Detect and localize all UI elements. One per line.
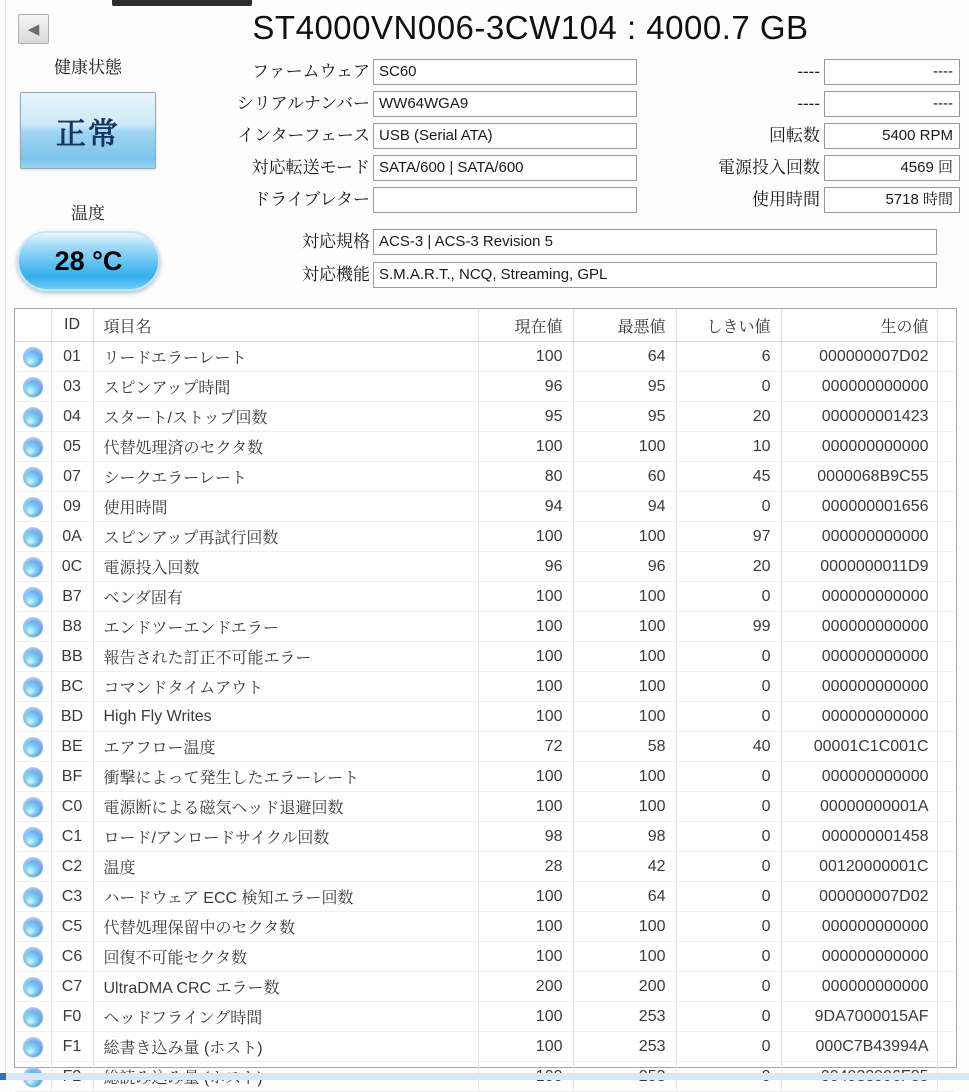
row-spacer bbox=[937, 882, 954, 912]
attr-name: ロード/アンロードサイクル回数 bbox=[93, 822, 478, 852]
attr-current: 28 bbox=[478, 852, 573, 882]
attr-name: 総書き込み量 (ホスト) bbox=[93, 1032, 478, 1062]
attr-current: 80 bbox=[478, 462, 573, 492]
status-indicator-icon bbox=[23, 737, 43, 757]
smart-attribute-row[interactable] bbox=[15, 882, 954, 912]
smart-attribute-row[interactable] bbox=[15, 552, 954, 582]
attr-id: 0A bbox=[51, 522, 93, 552]
attr-id: C5 bbox=[51, 912, 93, 942]
stat-field-label: 使用時間 bbox=[752, 190, 820, 209]
attr-current: 100 bbox=[478, 672, 573, 702]
attr-threshold: 0 bbox=[676, 942, 781, 972]
info-field-label: 対応転送モード bbox=[251, 158, 370, 177]
attr-threshold: 0 bbox=[676, 702, 781, 732]
attr-raw-value: 000000000000 bbox=[781, 672, 937, 702]
status-indicator-icon bbox=[23, 557, 43, 577]
status-indicator-icon bbox=[23, 587, 43, 607]
attr-threshold: 0 bbox=[676, 372, 781, 402]
column-status-spacer bbox=[15, 309, 51, 342]
attr-name: 代替処理保留中のセクタ数 bbox=[93, 912, 478, 942]
attr-id: F0 bbox=[51, 1002, 93, 1032]
info-field-value: SATA/600 | SATA/600 bbox=[373, 155, 637, 181]
status-cell bbox=[15, 402, 51, 432]
attr-raw-value: 000000000000 bbox=[781, 642, 937, 672]
status-indicator-icon bbox=[23, 497, 43, 517]
attr-current: 95 bbox=[478, 402, 573, 432]
row-spacer bbox=[937, 792, 954, 822]
status-indicator-icon bbox=[23, 467, 43, 487]
smart-attribute-row[interactable] bbox=[15, 822, 954, 852]
attr-worst: 253 bbox=[573, 1002, 676, 1032]
status-indicator-icon bbox=[23, 377, 43, 397]
smart-attribute-row[interactable] bbox=[15, 852, 954, 882]
smart-table-header-row bbox=[15, 309, 954, 342]
column-header-3: 最悪値 bbox=[573, 309, 676, 342]
attr-raw-value: 00120000001C bbox=[781, 852, 937, 882]
attr-raw-value: 000000001423 bbox=[781, 402, 937, 432]
status-cell bbox=[15, 972, 51, 1002]
back-arrow-icon: ◀ bbox=[27, 20, 40, 38]
attr-id: C7 bbox=[51, 972, 93, 1002]
row-spacer bbox=[937, 762, 954, 792]
smart-attribute-row[interactable] bbox=[15, 522, 954, 552]
status-indicator-icon bbox=[23, 407, 43, 427]
attr-name: 使用時間 bbox=[93, 492, 478, 522]
attr-worst: 100 bbox=[573, 522, 676, 552]
status-cell bbox=[15, 852, 51, 882]
top-edge-fragment bbox=[112, 0, 252, 6]
attr-threshold: 0 bbox=[676, 972, 781, 1002]
attr-threshold: 0 bbox=[676, 912, 781, 942]
status-cell bbox=[15, 642, 51, 672]
attr-raw-value: 000000000000 bbox=[781, 702, 937, 732]
attr-id: C6 bbox=[51, 942, 93, 972]
smart-attributes-table bbox=[15, 309, 954, 1092]
column-header-5: 生の値 bbox=[781, 309, 937, 342]
attr-id: 09 bbox=[51, 492, 93, 522]
health-status-label: 健康状態 bbox=[54, 58, 122, 77]
info-field-value: WW64WGA9 bbox=[373, 91, 637, 117]
attr-raw-value: 000000000000 bbox=[781, 582, 937, 612]
row-spacer bbox=[937, 342, 954, 372]
row-spacer bbox=[937, 672, 954, 702]
health-status-value: 正常 bbox=[56, 117, 120, 151]
attr-raw-value: 000000000000 bbox=[781, 612, 937, 642]
attr-raw-value: 000000007D02 bbox=[781, 342, 937, 372]
column-spacer bbox=[937, 309, 954, 342]
status-indicator-icon bbox=[23, 677, 43, 697]
attr-name: 衝撃によって発生したエラーレート bbox=[93, 762, 478, 792]
status-cell bbox=[15, 732, 51, 762]
attr-threshold: 97 bbox=[676, 522, 781, 552]
attr-worst: 100 bbox=[573, 762, 676, 792]
attr-id: 0C bbox=[51, 552, 93, 582]
attr-name: 回復不可能セクタ数 bbox=[93, 942, 478, 972]
attr-worst: 64 bbox=[573, 882, 676, 912]
status-cell bbox=[15, 702, 51, 732]
smart-attribute-row[interactable] bbox=[15, 672, 954, 702]
attr-raw-value: 0000000011D9 bbox=[781, 552, 937, 582]
info-field-label: ファームウェア bbox=[252, 62, 370, 81]
row-spacer bbox=[937, 492, 954, 522]
status-cell bbox=[15, 552, 51, 582]
smart-attribute-row[interactable] bbox=[15, 492, 954, 522]
attr-threshold: 0 bbox=[676, 792, 781, 822]
row-spacer bbox=[937, 942, 954, 972]
info-field-label: インターフェース bbox=[237, 126, 370, 145]
attr-name: High Fly Writes bbox=[93, 702, 478, 732]
attr-name: 代替処理済のセクタ数 bbox=[93, 432, 478, 462]
status-cell bbox=[15, 882, 51, 912]
attr-current: 96 bbox=[478, 372, 573, 402]
info-field-value: SC60 bbox=[373, 59, 637, 85]
status-indicator-icon bbox=[23, 1007, 43, 1027]
attr-name: スピンアップ再試行回数 bbox=[93, 522, 478, 552]
status-cell bbox=[15, 762, 51, 792]
stat-field-value: 4569 回 bbox=[824, 155, 960, 181]
attr-threshold: 20 bbox=[676, 402, 781, 432]
row-spacer bbox=[937, 522, 954, 552]
attr-id: BC bbox=[51, 672, 93, 702]
smart-attribute-row[interactable] bbox=[15, 462, 954, 492]
attr-id: C0 bbox=[51, 792, 93, 822]
info-field-label: 対応機能 bbox=[302, 265, 370, 284]
smart-attribute-row[interactable] bbox=[15, 642, 954, 672]
status-indicator-icon bbox=[23, 647, 43, 667]
attr-name: ベンダ固有 bbox=[93, 582, 478, 612]
status-indicator-icon bbox=[23, 947, 43, 967]
attr-current: 200 bbox=[478, 972, 573, 1002]
attr-worst: 64 bbox=[573, 342, 676, 372]
status-indicator-icon bbox=[23, 617, 43, 637]
attr-raw-value: 000000000000 bbox=[781, 972, 937, 1002]
attr-id: 04 bbox=[51, 402, 93, 432]
smart-attributes-panel bbox=[14, 308, 957, 1068]
info-field-value: S.M.A.R.T., NCQ, Streaming, GPL bbox=[373, 262, 937, 288]
attr-worst: 100 bbox=[573, 912, 676, 942]
attr-current: 100 bbox=[478, 342, 573, 372]
attr-threshold: 0 bbox=[676, 762, 781, 792]
attr-worst: 100 bbox=[573, 612, 676, 642]
info-field-value: ACS-3 | ACS-3 Revision 5 bbox=[373, 229, 937, 255]
smart-attribute-row[interactable] bbox=[15, 1032, 954, 1062]
status-indicator-icon bbox=[23, 1037, 43, 1057]
attr-threshold: 0 bbox=[676, 852, 781, 882]
attr-worst: 253 bbox=[573, 1032, 676, 1062]
info-field-label: ドライブレター bbox=[253, 190, 370, 209]
status-cell bbox=[15, 432, 51, 462]
attr-threshold: 20 bbox=[676, 552, 781, 582]
stat-row-2 bbox=[0, 123, 969, 149]
row-spacer bbox=[937, 462, 954, 492]
temperature-label: 温度 bbox=[71, 204, 105, 223]
attr-raw-value: 000000000000 bbox=[781, 432, 937, 462]
status-cell bbox=[15, 1032, 51, 1062]
stat-field-label: 電源投入回数 bbox=[718, 158, 820, 177]
stat-field-label: 回転数 bbox=[769, 126, 820, 145]
attr-raw-value: 000C7B43994A bbox=[781, 1032, 937, 1062]
attr-worst: 100 bbox=[573, 702, 676, 732]
attr-current: 72 bbox=[478, 732, 573, 762]
stat-row-1 bbox=[0, 91, 969, 117]
attr-current: 100 bbox=[478, 912, 573, 942]
status-cell bbox=[15, 462, 51, 492]
row-spacer bbox=[937, 1032, 954, 1062]
row-spacer bbox=[937, 642, 954, 672]
row-spacer bbox=[937, 702, 954, 732]
attr-raw-value: 000000001656 bbox=[781, 492, 937, 522]
status-indicator-icon bbox=[23, 437, 43, 457]
attr-current: 100 bbox=[478, 582, 573, 612]
smart-attribute-row[interactable] bbox=[15, 792, 954, 822]
status-cell bbox=[15, 822, 51, 852]
status-cell bbox=[15, 492, 51, 522]
attr-id: 05 bbox=[51, 432, 93, 462]
stat-field-value: 5400 RPM bbox=[824, 123, 960, 149]
attr-worst: 42 bbox=[573, 852, 676, 882]
stat-field-value: 5718 時間 bbox=[824, 187, 960, 213]
status-cell bbox=[15, 612, 51, 642]
attr-id: 01 bbox=[51, 342, 93, 372]
row-spacer bbox=[937, 432, 954, 462]
attr-id: C1 bbox=[51, 822, 93, 852]
attr-worst: 95 bbox=[573, 402, 676, 432]
smart-attribute-row[interactable] bbox=[15, 402, 954, 432]
attr-raw-value: 000000000000 bbox=[781, 912, 937, 942]
info-row-対応機能 bbox=[0, 262, 969, 288]
attr-threshold: 10 bbox=[676, 432, 781, 462]
attr-name: リードエラーレート bbox=[93, 342, 478, 372]
temperature-value: 28 °C bbox=[54, 245, 123, 276]
attr-id: B8 bbox=[51, 612, 93, 642]
attr-raw-value: 00000000001A bbox=[781, 792, 937, 822]
status-cell bbox=[15, 1002, 51, 1032]
attr-worst: 100 bbox=[573, 432, 676, 462]
status-indicator-icon bbox=[23, 707, 43, 727]
attr-name: 報告された訂正不可能エラー bbox=[93, 642, 478, 672]
attr-current: 100 bbox=[478, 522, 573, 552]
row-spacer bbox=[937, 402, 954, 432]
attr-current: 100 bbox=[478, 702, 573, 732]
attr-current: 100 bbox=[478, 642, 573, 672]
smart-attribute-row[interactable] bbox=[15, 1002, 954, 1032]
attr-name: UltraDMA CRC エラー数 bbox=[93, 972, 478, 1002]
column-header-1: 項目名 bbox=[93, 309, 478, 342]
smart-attribute-row[interactable] bbox=[15, 372, 954, 402]
attr-worst: 98 bbox=[573, 822, 676, 852]
stat-field-value: ---- bbox=[824, 91, 960, 117]
attr-raw-value: 000000000000 bbox=[781, 522, 937, 552]
attr-threshold: 0 bbox=[676, 672, 781, 702]
back-button[interactable] bbox=[18, 14, 49, 44]
status-indicator-icon bbox=[23, 857, 43, 877]
stat-field-label: ---- bbox=[797, 62, 820, 81]
info-row-対応規格 bbox=[0, 229, 969, 255]
drive-title: ST4000VN006-3CW104 : 4000.7 GB bbox=[252, 9, 809, 46]
column-header-2: 現在値 bbox=[478, 309, 573, 342]
attr-name: エンドツーエンドエラー bbox=[93, 612, 478, 642]
status-indicator-icon bbox=[23, 977, 43, 997]
attr-name: スピンアップ時間 bbox=[93, 372, 478, 402]
status-indicator-icon bbox=[23, 827, 43, 847]
status-cell bbox=[15, 792, 51, 822]
status-cell bbox=[15, 912, 51, 942]
column-header-0: ID bbox=[51, 309, 93, 342]
status-cell bbox=[15, 372, 51, 402]
status-cell bbox=[15, 522, 51, 552]
attr-raw-value: 0000068B9C55 bbox=[781, 462, 937, 492]
status-indicator-icon bbox=[23, 887, 43, 907]
attr-raw-value: 9DA7000015AF bbox=[781, 1002, 937, 1032]
attr-threshold: 0 bbox=[676, 822, 781, 852]
attr-current: 96 bbox=[478, 552, 573, 582]
row-spacer bbox=[937, 612, 954, 642]
attr-current: 100 bbox=[478, 1002, 573, 1032]
attr-name: 電源断による磁気ヘッド退避回数 bbox=[93, 792, 478, 822]
attr-worst: 58 bbox=[573, 732, 676, 762]
attr-worst: 100 bbox=[573, 642, 676, 672]
attr-name: シークエラーレート bbox=[93, 462, 478, 492]
attr-id: BE bbox=[51, 732, 93, 762]
row-spacer bbox=[937, 1002, 954, 1032]
info-field-label: 対応規格 bbox=[302, 232, 370, 251]
attr-threshold: 0 bbox=[676, 1032, 781, 1062]
attr-current: 100 bbox=[478, 792, 573, 822]
stat-field-label: ---- bbox=[797, 94, 820, 113]
row-spacer bbox=[937, 582, 954, 612]
stat-row-0 bbox=[0, 59, 969, 85]
status-indicator-icon bbox=[23, 797, 43, 817]
attr-id: 07 bbox=[51, 462, 93, 492]
attr-name: コマンドタイムアウト bbox=[93, 672, 478, 702]
attr-threshold: 0 bbox=[676, 492, 781, 522]
row-spacer bbox=[937, 732, 954, 762]
smart-attribute-row[interactable] bbox=[15, 432, 954, 462]
attr-id: F1 bbox=[51, 1032, 93, 1062]
attr-threshold: 45 bbox=[676, 462, 781, 492]
attr-worst: 96 bbox=[573, 552, 676, 582]
attr-worst: 100 bbox=[573, 942, 676, 972]
smart-attribute-row[interactable] bbox=[15, 702, 954, 732]
stat-field-value: ---- bbox=[824, 59, 960, 85]
attr-name: 電源投入回数 bbox=[93, 552, 478, 582]
attr-threshold: 0 bbox=[676, 642, 781, 672]
row-spacer bbox=[937, 912, 954, 942]
stat-row-3 bbox=[0, 155, 969, 181]
stat-row-4 bbox=[0, 187, 969, 213]
attr-current: 100 bbox=[478, 762, 573, 792]
attr-raw-value: 00001C1C001C bbox=[781, 732, 937, 762]
row-spacer bbox=[937, 822, 954, 852]
attr-raw-value: 000000000000 bbox=[781, 762, 937, 792]
row-spacer bbox=[937, 372, 954, 402]
attr-current: 94 bbox=[478, 492, 573, 522]
attr-id: BB bbox=[51, 642, 93, 672]
status-cell bbox=[15, 342, 51, 372]
status-indicator-icon bbox=[23, 767, 43, 787]
attr-threshold: 0 bbox=[676, 582, 781, 612]
attr-current: 100 bbox=[478, 612, 573, 642]
attr-name: エアフロー温度 bbox=[93, 732, 478, 762]
attr-raw-value: 000000007D02 bbox=[781, 882, 937, 912]
attr-threshold: 0 bbox=[676, 882, 781, 912]
info-field-label: シリアルナンバー bbox=[236, 94, 370, 113]
row-spacer bbox=[937, 972, 954, 1002]
attr-threshold: 99 bbox=[676, 612, 781, 642]
attr-name: 温度 bbox=[93, 852, 478, 882]
attr-current: 100 bbox=[478, 942, 573, 972]
row-spacer bbox=[937, 852, 954, 882]
smart-attribute-row[interactable] bbox=[15, 342, 954, 372]
smart-attribute-row[interactable] bbox=[15, 582, 954, 612]
attr-worst: 60 bbox=[573, 462, 676, 492]
attr-worst: 95 bbox=[573, 372, 676, 402]
smart-attribute-row[interactable] bbox=[15, 972, 954, 1002]
attr-worst: 200 bbox=[573, 972, 676, 1002]
attr-threshold: 0 bbox=[676, 1002, 781, 1032]
smart-attribute-row[interactable] bbox=[15, 942, 954, 972]
attr-worst: 100 bbox=[573, 672, 676, 702]
smart-attribute-row[interactable] bbox=[15, 732, 954, 762]
window-bottom-edge bbox=[0, 1073, 969, 1080]
status-cell bbox=[15, 582, 51, 612]
smart-attribute-row[interactable] bbox=[15, 912, 954, 942]
attr-raw-value: 000000000000 bbox=[781, 942, 937, 972]
attr-threshold: 6 bbox=[676, 342, 781, 372]
attr-name: スタート/ストップ回数 bbox=[93, 402, 478, 432]
attr-worst: 100 bbox=[573, 582, 676, 612]
smart-attribute-row[interactable] bbox=[15, 612, 954, 642]
smart-attribute-row[interactable] bbox=[15, 762, 954, 792]
attr-id: 03 bbox=[51, 372, 93, 402]
column-header-4: しきい値 bbox=[676, 309, 781, 342]
attr-name: ヘッドフライング時間 bbox=[93, 1002, 478, 1032]
info-field-value: USB (Serial ATA) bbox=[373, 123, 637, 149]
status-indicator-icon bbox=[23, 917, 43, 937]
attr-id: BF bbox=[51, 762, 93, 792]
attr-id: B7 bbox=[51, 582, 93, 612]
attr-name: ハードウェア ECC 検知エラー回数 bbox=[93, 882, 478, 912]
attr-raw-value: 000000000000 bbox=[781, 372, 937, 402]
attr-current: 100 bbox=[478, 882, 573, 912]
attr-worst: 94 bbox=[573, 492, 676, 522]
attr-id: BD bbox=[51, 702, 93, 732]
status-cell bbox=[15, 942, 51, 972]
attr-raw-value: 000000001458 bbox=[781, 822, 937, 852]
status-indicator-icon bbox=[23, 347, 43, 367]
status-cell bbox=[15, 672, 51, 702]
attr-id: C3 bbox=[51, 882, 93, 912]
attr-worst: 100 bbox=[573, 792, 676, 822]
attr-current: 100 bbox=[478, 432, 573, 462]
attr-current: 100 bbox=[478, 1032, 573, 1062]
status-indicator-icon bbox=[23, 527, 43, 547]
attr-current: 98 bbox=[478, 822, 573, 852]
attr-threshold: 40 bbox=[676, 732, 781, 762]
row-spacer bbox=[937, 552, 954, 582]
attr-id: C2 bbox=[51, 852, 93, 882]
